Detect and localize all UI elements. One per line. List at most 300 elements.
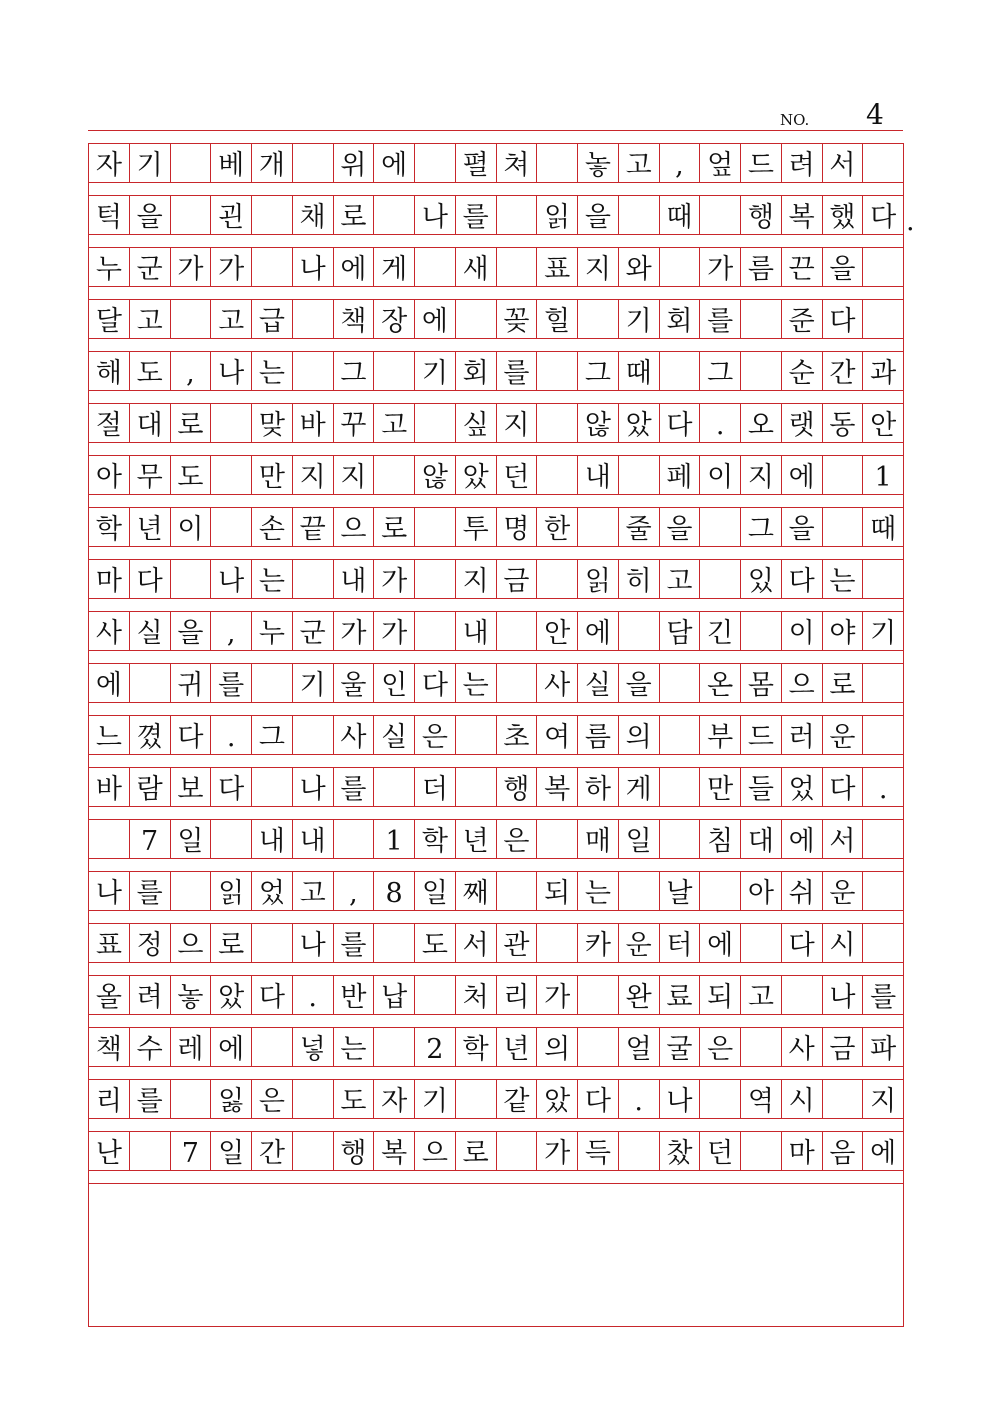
manuscript-cell: 행 xyxy=(496,768,537,806)
manuscript-cell xyxy=(496,1132,537,1170)
manuscript-cell: 찼 xyxy=(659,1132,700,1170)
manuscript-cell: 투 xyxy=(455,508,496,546)
manuscript-cell: 운 xyxy=(618,924,659,962)
manuscript-cell xyxy=(862,144,903,182)
manuscript-cell: 끝 xyxy=(292,508,333,546)
manuscript-cell: 내 xyxy=(455,612,496,650)
manuscript-cell: 리 xyxy=(496,976,537,1014)
manuscript-cell: 려 xyxy=(781,144,822,182)
manuscript-cell xyxy=(862,872,903,910)
manuscript-cell: 나 xyxy=(95,878,122,909)
manuscript-cell: 고 xyxy=(740,976,781,1014)
manuscript-cell: 의 xyxy=(618,716,659,754)
manuscript-cell: 과 xyxy=(862,352,903,390)
manuscript-cell xyxy=(699,872,740,910)
manuscript-cell: 를 xyxy=(129,1080,170,1118)
manuscript-cell: 일 xyxy=(210,1132,251,1170)
manuscript-cell xyxy=(536,560,577,598)
manuscript-cell: 그 xyxy=(699,352,740,390)
manuscript-cell: 달 xyxy=(95,306,122,337)
manuscript-cell xyxy=(251,1028,292,1066)
manuscript-cell: 표 xyxy=(95,930,122,961)
manuscript-cell: . xyxy=(210,716,251,754)
manuscript-cell: 느 xyxy=(95,722,122,753)
manuscript-cell: 은 xyxy=(496,820,537,858)
manuscript-cell xyxy=(251,196,292,234)
manuscript-cell xyxy=(414,404,455,442)
manuscript-cell xyxy=(862,300,903,338)
manuscript-cell xyxy=(170,196,211,234)
manuscript-cell: 간 xyxy=(822,352,863,390)
manuscript-cell xyxy=(740,300,781,338)
manuscript-cell: 이 xyxy=(781,612,822,650)
manuscript-cell: 쳐 xyxy=(496,144,537,182)
manuscript-cell xyxy=(699,508,740,546)
manuscript-cell: 때 xyxy=(659,196,700,234)
manuscript-cell xyxy=(536,144,577,182)
manuscript-cell xyxy=(414,560,455,598)
manuscript-cell: 운 xyxy=(822,872,863,910)
manuscript-cell xyxy=(740,924,781,962)
manuscript-cell: 료 xyxy=(659,976,700,1014)
manuscript-cell: 실 xyxy=(129,612,170,650)
manuscript-cell: 않 xyxy=(577,404,618,442)
manuscript-cell: 을 xyxy=(170,612,211,650)
manuscript-cell: 을 xyxy=(822,248,863,286)
manuscript-cell: 시 xyxy=(781,1080,822,1118)
manuscript-cell: 지 xyxy=(333,456,374,494)
manuscript-cell: 그 xyxy=(251,716,292,754)
manuscript-cell: 던 xyxy=(699,1132,740,1170)
manuscript-cell: 에 xyxy=(210,1028,251,1066)
manuscript-cell: 정 xyxy=(129,924,170,962)
manuscript-cell: 나 xyxy=(210,560,251,598)
manuscript-cell: 를 xyxy=(333,768,374,806)
manuscript-cell: 난 xyxy=(95,1138,122,1169)
manuscript-cell xyxy=(414,248,455,286)
manuscript-cell: 간 xyxy=(251,1132,292,1170)
manuscript-cell: 에 xyxy=(577,612,618,650)
manuscript-cell: 잃 xyxy=(210,1080,251,1118)
manuscript-cell xyxy=(170,872,211,910)
manuscript-cell: 굴 xyxy=(659,1028,700,1066)
manuscript-cell: 으 xyxy=(333,508,374,546)
manuscript-cell: 내 xyxy=(333,560,374,598)
manuscript-cell: 온 xyxy=(699,664,740,702)
manuscript-cell: 는 xyxy=(577,872,618,910)
manuscript-cell xyxy=(536,352,577,390)
manuscript-cell: 가 xyxy=(536,976,577,1014)
manuscript-cell: 넣 xyxy=(292,1028,333,1066)
manuscript-cell xyxy=(414,508,455,546)
manuscript-cell: 급 xyxy=(251,300,292,338)
manuscript-cell: 으 xyxy=(781,664,822,702)
manuscript-cell: 장 xyxy=(373,300,414,338)
manuscript-cell xyxy=(781,976,822,1014)
manuscript-cell xyxy=(373,1028,414,1066)
manuscript-cell: 같 xyxy=(496,1080,537,1118)
manuscript-cell xyxy=(862,924,903,962)
manuscript-cell: 나 xyxy=(292,924,333,962)
manuscript-cell: 에 xyxy=(862,1132,903,1170)
manuscript-row xyxy=(89,819,903,859)
manuscript-cell: 손 xyxy=(251,508,292,546)
manuscript-cell: 있 xyxy=(740,560,781,598)
manuscript-cell: 안 xyxy=(536,612,577,650)
manuscript-cell: 그 xyxy=(577,352,618,390)
manuscript-cell: 를 xyxy=(210,664,251,702)
manuscript-cell: 명 xyxy=(496,508,537,546)
manuscript-cell: 역 xyxy=(740,1080,781,1118)
manuscript-cell xyxy=(373,768,414,806)
manuscript-cell: 처 xyxy=(455,976,496,1014)
manuscript-cell: 는 xyxy=(822,560,863,598)
manuscript-cell: 금 xyxy=(822,1028,863,1066)
manuscript-cell: 내 xyxy=(577,456,618,494)
manuscript-cell: 고 xyxy=(210,300,251,338)
manuscript-cell xyxy=(373,196,414,234)
manuscript-cell: 바 xyxy=(95,774,122,805)
manuscript-cell: 회 xyxy=(659,300,700,338)
manuscript-cell: 서 xyxy=(822,144,863,182)
manuscript-cell: 완 xyxy=(618,976,659,1014)
manuscript-cell: 랫 xyxy=(781,404,822,442)
manuscript-cell: 은 xyxy=(414,716,455,754)
manuscript-cell: 았 xyxy=(618,404,659,442)
manuscript-cell: 이 xyxy=(170,508,211,546)
manuscript-cell: . xyxy=(862,768,903,806)
manuscript-cell: 일 xyxy=(414,872,455,910)
manuscript-cell xyxy=(455,768,496,806)
manuscript-cell: 려 xyxy=(129,976,170,1014)
manuscript-cell: 싶 xyxy=(455,404,496,442)
manuscript-cell: 기 xyxy=(129,144,170,182)
manuscript-cell: 으 xyxy=(170,924,211,962)
manuscript-cell xyxy=(659,248,700,286)
manuscript-cell: 에 xyxy=(781,456,822,494)
manuscript-cell xyxy=(822,456,863,494)
manuscript-cell xyxy=(251,768,292,806)
manuscript-cell: 도 xyxy=(129,352,170,390)
manuscript-cell: 일 xyxy=(170,820,211,858)
manuscript-cell xyxy=(373,352,414,390)
manuscript-cell: 지 xyxy=(496,404,537,442)
manuscript-cell: 학 xyxy=(95,514,122,545)
manuscript-cell: . xyxy=(292,976,333,1014)
manuscript-cell: 터 xyxy=(659,924,700,962)
manuscript-cell xyxy=(129,1132,170,1170)
manuscript-row xyxy=(89,507,903,547)
manuscript-cell xyxy=(618,612,659,650)
manuscript-cell: 놓 xyxy=(577,144,618,182)
manuscript-cell xyxy=(496,612,537,650)
manuscript-cell: 복 xyxy=(781,196,822,234)
manuscript-cell: 2 xyxy=(414,1028,455,1066)
manuscript-cell: 기 xyxy=(414,352,455,390)
manuscript-cell: 책 xyxy=(95,1034,122,1065)
manuscript-cell xyxy=(414,612,455,650)
manuscript-cell: 보 xyxy=(170,768,211,806)
manuscript-cell: 로 xyxy=(170,404,211,442)
manuscript-cell xyxy=(210,404,251,442)
manuscript-cell: 나 xyxy=(210,352,251,390)
manuscript-cell: 지 xyxy=(740,456,781,494)
manuscript-cell: 줄 xyxy=(618,508,659,546)
manuscript-cell: 지 xyxy=(292,456,333,494)
manuscript-cell: 를 xyxy=(455,196,496,234)
manuscript-cell xyxy=(373,456,414,494)
manuscript-cell: 에 xyxy=(333,248,374,286)
manuscript-cell: 들 xyxy=(740,768,781,806)
manuscript-cell: 채 xyxy=(292,196,333,234)
manuscript-cell: 고 xyxy=(618,144,659,182)
manuscript-cell: 그 xyxy=(333,352,374,390)
manuscript-cell xyxy=(251,924,292,962)
manuscript-cell: 가 xyxy=(373,560,414,598)
manuscript-cell: 다 xyxy=(822,768,863,806)
manuscript-cell: 꼈 xyxy=(129,716,170,754)
manuscript-cell: 나 xyxy=(659,1080,700,1118)
manuscript-cell: 을 xyxy=(781,508,822,546)
manuscript-cell: 반 xyxy=(333,976,374,1014)
manuscript-cell: 년 xyxy=(455,820,496,858)
manuscript-cell: 다 xyxy=(129,560,170,598)
manuscript-cell: 일 xyxy=(618,820,659,858)
manuscript-row xyxy=(89,299,903,339)
manuscript-cell: 로 xyxy=(455,1132,496,1170)
manuscript-row xyxy=(89,1131,903,1171)
manuscript-cell: 사 xyxy=(333,716,374,754)
manuscript-cell xyxy=(862,820,903,858)
manuscript-cell: 음 xyxy=(822,1132,863,1170)
manuscript-cell: 도 xyxy=(170,456,211,494)
manuscript-cell: 도 xyxy=(414,924,455,962)
manuscript-cell: 귀 xyxy=(170,664,211,702)
manuscript-cell: 대 xyxy=(129,404,170,442)
manuscript-cell: 자 xyxy=(95,150,122,181)
manuscript-cell: 사 xyxy=(781,1028,822,1066)
manuscript-cell: 를 xyxy=(129,872,170,910)
manuscript-row xyxy=(89,559,903,599)
grid-end-rule xyxy=(89,1183,903,1184)
manuscript-cell: 다 xyxy=(781,560,822,598)
manuscript-cell: 로 xyxy=(822,664,863,702)
manuscript-cell: 실 xyxy=(373,716,414,754)
manuscript-cell: 았 xyxy=(455,456,496,494)
manuscript-cell xyxy=(618,456,659,494)
manuscript-cell: 위 xyxy=(333,144,374,182)
manuscript-cell: 복 xyxy=(373,1132,414,1170)
manuscript-cell: 행 xyxy=(740,196,781,234)
manuscript-cell: 었 xyxy=(781,768,822,806)
manuscript-cell: 히 xyxy=(618,560,659,598)
manuscript-cell: 고 xyxy=(373,404,414,442)
manuscript-cell xyxy=(292,144,333,182)
page-number-label: NO. xyxy=(780,111,810,129)
manuscript-cell: 맞 xyxy=(251,404,292,442)
manuscript-row xyxy=(89,403,903,443)
manuscript-cell: 새 xyxy=(455,248,496,286)
manuscript-cell: 시 xyxy=(822,924,863,962)
manuscript-cell: 군 xyxy=(292,612,333,650)
manuscript-cell: 했 xyxy=(822,196,863,234)
manuscript-cell: 울 xyxy=(333,664,374,702)
manuscript-cell: 힐 xyxy=(536,300,577,338)
manuscript-cell: 무 xyxy=(129,456,170,494)
manuscript-cell: 부 xyxy=(699,716,740,754)
manuscript-cell: 를 xyxy=(496,352,537,390)
manuscript-cell: 에 xyxy=(373,144,414,182)
manuscript-cell: 지 xyxy=(455,560,496,598)
manuscript-cell xyxy=(170,144,211,182)
manuscript-row xyxy=(89,663,903,703)
manuscript-cell: 때 xyxy=(618,352,659,390)
manuscript-cell: 매 xyxy=(577,820,618,858)
manuscript-cell: 서 xyxy=(455,924,496,962)
manuscript-cell: 베 xyxy=(210,144,251,182)
manuscript-cell: 페 xyxy=(659,456,700,494)
manuscript-cell xyxy=(496,196,537,234)
manuscript-cell: 와 xyxy=(618,248,659,286)
manuscript-cell: 해 xyxy=(95,358,122,389)
manuscript-cell: 서 xyxy=(822,820,863,858)
manuscript-cell: 는 xyxy=(251,352,292,390)
manuscript-cell: 얼 xyxy=(618,1028,659,1066)
manuscript-cell: 때 xyxy=(862,508,903,546)
manuscript-cell xyxy=(210,456,251,494)
manuscript-cell xyxy=(577,300,618,338)
manuscript-cell: 다 xyxy=(414,664,455,702)
manuscript-cell: 괸 xyxy=(210,196,251,234)
manuscript-row xyxy=(89,871,903,911)
manuscript-cell: 으 xyxy=(414,1132,455,1170)
manuscript-cell: 고 xyxy=(129,300,170,338)
manuscript-cell: 1 xyxy=(373,820,414,858)
manuscript-cell: 누 xyxy=(251,612,292,650)
manuscript-cell: 도 xyxy=(333,1080,374,1118)
manuscript-cell: 로 xyxy=(373,508,414,546)
manuscript-cell: , xyxy=(170,352,211,390)
manuscript-cell: , xyxy=(659,144,700,182)
manuscript-cell xyxy=(740,1028,781,1066)
manuscript-cell xyxy=(536,820,577,858)
manuscript-cell xyxy=(659,352,700,390)
manuscript-cell xyxy=(170,300,211,338)
manuscript-cell: 한 xyxy=(536,508,577,546)
manuscript-cell: 마 xyxy=(95,566,122,597)
manuscript-cell: 은 xyxy=(699,1028,740,1066)
manuscript-cell xyxy=(618,872,659,910)
manuscript-cell: 오 xyxy=(740,404,781,442)
manuscript-cell xyxy=(862,716,903,754)
manuscript-cell: 년 xyxy=(496,1028,537,1066)
manuscript-cell: 를 xyxy=(699,300,740,338)
manuscript-cell: 를 xyxy=(862,976,903,1014)
header-rule xyxy=(88,130,903,131)
manuscript-cell: 읽 xyxy=(577,560,618,598)
manuscript-cell: 는 xyxy=(455,664,496,702)
manuscript-row xyxy=(89,611,903,651)
manuscript-cell: 초 xyxy=(496,716,537,754)
manuscript-cell: 야 xyxy=(822,612,863,650)
manuscript-cell: 을 xyxy=(577,196,618,234)
manuscript-cell: 를 xyxy=(333,924,374,962)
manuscript-cell: 금 xyxy=(496,560,537,598)
manuscript-cell: 다 xyxy=(577,1080,618,1118)
manuscript-cell xyxy=(862,664,903,702)
manuscript-cell xyxy=(292,560,333,598)
manuscript-cell xyxy=(699,196,740,234)
manuscript-cell xyxy=(536,456,577,494)
manuscript-cell xyxy=(455,1080,496,1118)
manuscript-cell: 었 xyxy=(251,872,292,910)
manuscript-cell: 았 xyxy=(536,1080,577,1118)
manuscript-cell: 나 xyxy=(292,768,333,806)
manuscript-cell: 가 xyxy=(699,248,740,286)
manuscript-cell: 득 xyxy=(577,1132,618,1170)
manuscript-cell xyxy=(455,300,496,338)
manuscript-cell: 을 xyxy=(618,664,659,702)
manuscript-cell: 학 xyxy=(455,1028,496,1066)
manuscript-cell: 하 xyxy=(577,768,618,806)
manuscript-cell xyxy=(210,820,251,858)
manuscript-cell: 가 xyxy=(536,1132,577,1170)
manuscript-cell xyxy=(740,612,781,650)
manuscript-cell xyxy=(862,560,903,598)
manuscript-cell: 을 xyxy=(659,508,700,546)
manuscript-cell: 파 xyxy=(862,1028,903,1066)
manuscript-cell xyxy=(822,508,863,546)
manuscript-cell: 던 xyxy=(496,456,537,494)
manuscript-cell xyxy=(170,1080,211,1118)
manuscript-cell xyxy=(577,976,618,1014)
manuscript-cell: 아 xyxy=(740,872,781,910)
manuscript-cell xyxy=(740,352,781,390)
manuscript-cell: 표 xyxy=(536,248,577,286)
manuscript-cell xyxy=(129,664,170,702)
manuscript-cell: 사 xyxy=(536,664,577,702)
manuscript-cell: 리 xyxy=(95,1086,122,1117)
manuscript-cell: 내 xyxy=(251,820,292,858)
manuscript-cell: 끈 xyxy=(781,248,822,286)
manuscript-cell xyxy=(496,872,537,910)
page-number: 4 xyxy=(866,98,884,131)
manuscript-cell: 기 xyxy=(414,1080,455,1118)
manuscript-cell: 게 xyxy=(373,248,414,286)
manuscript-cell: 놓 xyxy=(170,976,211,1014)
manuscript-cell: 읽 xyxy=(536,196,577,234)
manuscript-cell: 날 xyxy=(659,872,700,910)
manuscript-cell xyxy=(659,768,700,806)
manuscript-cell: 더 xyxy=(414,768,455,806)
manuscript-cell: 가 xyxy=(210,248,251,286)
manuscript-cell: 름 xyxy=(577,716,618,754)
manuscript-cell: 았 xyxy=(210,976,251,1014)
manuscript-cell: 이 xyxy=(699,456,740,494)
manuscript-cell: 쉬 xyxy=(781,872,822,910)
manuscript-row xyxy=(89,247,903,287)
manuscript-cell: 는 xyxy=(333,1028,374,1066)
manuscript-cell: 꽂 xyxy=(496,300,537,338)
manuscript-cell: 가 xyxy=(170,248,211,286)
manuscript-cell: 안 xyxy=(862,404,903,442)
manuscript-cell: 납 xyxy=(373,976,414,1014)
manuscript-cell: 다 xyxy=(210,768,251,806)
manuscript-cell xyxy=(740,1132,781,1170)
manuscript-cell: 사 xyxy=(95,618,122,649)
manuscript-row xyxy=(89,1027,903,1067)
manuscript-cell: 지 xyxy=(577,248,618,286)
